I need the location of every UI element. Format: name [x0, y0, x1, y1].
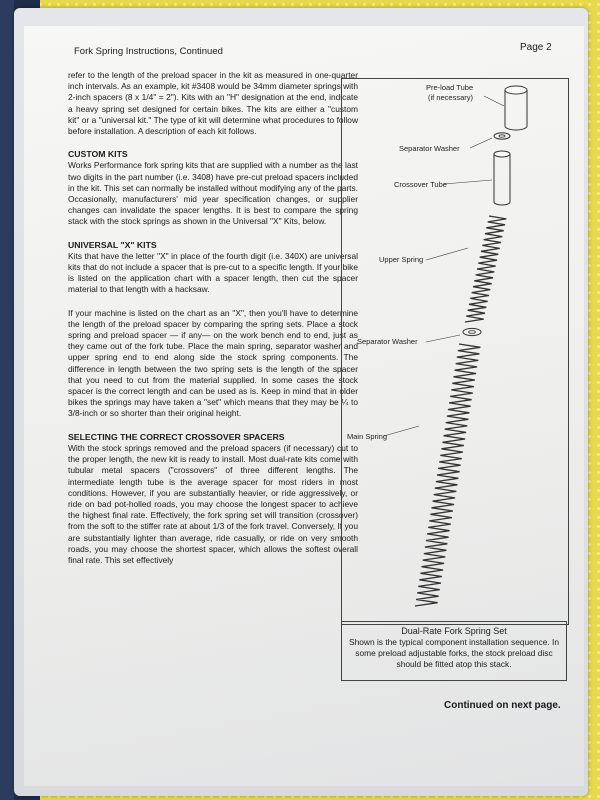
crossover-heading: SELECTING THE CORRECT CROSSOVER SPACERS	[68, 431, 285, 442]
separator-washer-top-icon	[494, 133, 510, 139]
upper-spring-icon	[465, 216, 506, 322]
crossover-tube-icon	[494, 151, 510, 205]
separator-washer-mid-icon	[463, 328, 481, 335]
crossover-paragraph: With the stock springs removed and the preload spacers (if necessary) cut to the proper length, the new kit is ready to install. Most dual-rate kits come with tubular metal spacers ("crossovers" of three different lengths. The intermediate length tube is the average spacer for most riders in most conditions. However, if you are substantially heavier, or ride aggressively, or ride on bad pot-holled roads, you may choose the longest spacer to achieve the highest final rate. Effectively, the fork spring set will transition (crossover) from the soft to the stiffer rate at about 1/3 of the fork travel. Conversely, If you are substantially lighter than average, ride casually, or ride on very smooth roads, you may choose the shortest spacer, which allows the softest overall final rate. This set effectively	[68, 442, 358, 565]
continued-note: Continued on next page.	[444, 700, 561, 711]
preload-tube-icon	[505, 86, 527, 130]
universal-kits-heading: UNIVERSAL "X" KITS	[68, 239, 157, 250]
page-title: Fork Spring Instructions, Continued	[74, 46, 223, 57]
main-spring-label: Main Spring	[347, 432, 388, 441]
universal-kits-paragraph: Kits that have the letter "X" in place of the fourth digit (i.e. 340X) are universal kits that do not include a spacer that is pre-cut to a specific length. If your bike is listed on the application chart with a spacer length, then cut the spacer material to that length with a hacksaw.	[68, 250, 358, 295]
caption-title: Dual-Rate Fork Spring Set	[401, 626, 507, 636]
main-spring-icon	[415, 344, 480, 606]
preload-tube-note: (if necessary)	[428, 93, 474, 102]
upper-spring-label: Upper Spring	[379, 255, 424, 264]
page-number: Page 2	[520, 42, 552, 53]
custom-kits-paragraph: Works Performance fork spring kits that are supplied with a number as the last two digits in the part number (i.e. 3408) have pre-cut preload spacers included in the kit. This set can normally be installed without modifying any of the parts. Occasionally, manufacturers' mid year specification changes, or supplier changes can invalidate the spacer lengths. It is best to compare the spring stack with the stock springs as shown in the Universal "X" Kits, below.	[68, 160, 358, 227]
preload-tube-label: Pre-load Tube	[426, 83, 474, 92]
instruction-page	[24, 26, 584, 786]
custom-kits-heading: CUSTOM KITS	[68, 149, 128, 160]
diagram-caption	[341, 621, 567, 681]
universal-kits-paragraph-2: If your machine is listed on the chart as an "X", then you'll have to determine the length of the preload spacer by comparing the spring sets. Place a stock spring and preload spacer — if any— on the work bench end to end, just as they came out of the fork tube. Place the main spring, separator washer and upper spring end to end along side the stock spring components. The difference in length between the two spring sets is the length of the spacer that you need to cut from the material supplied. In some cases the stock spacer is the correct length and can be used as is. Keep in mind that in older bikes the springs may have taken a "set" which means that they may be ¼ to 3/8-inch or so shorter than their original height.	[68, 307, 358, 419]
intro-paragraph: refer to the length of the preload spacer in the kit as measured in one-quarter inch intervals. As an example, kit #3408 would be 34mm diameter springs with 2-inch spacers (8 x 1/4" = 2"). Kits with an "H" designation at the end, indicate a heavy spring set designed for certain bikes. The kits are either a "custom kit" or a "universal kit." The type of kit will determine what procedures to follow before installation. A description of each kit follows.	[68, 70, 359, 137]
caption-text: Shown is the typical component installation sequence. In some preload adjustable forks, the stock preload disc should be fitted atop this stack.	[349, 637, 559, 669]
crossover-tube-label: Crossover Tube	[394, 180, 447, 189]
separator-washer-mid-label: Separator Washer	[357, 337, 418, 346]
separator-washer-top-label: Separator Washer	[399, 144, 460, 153]
